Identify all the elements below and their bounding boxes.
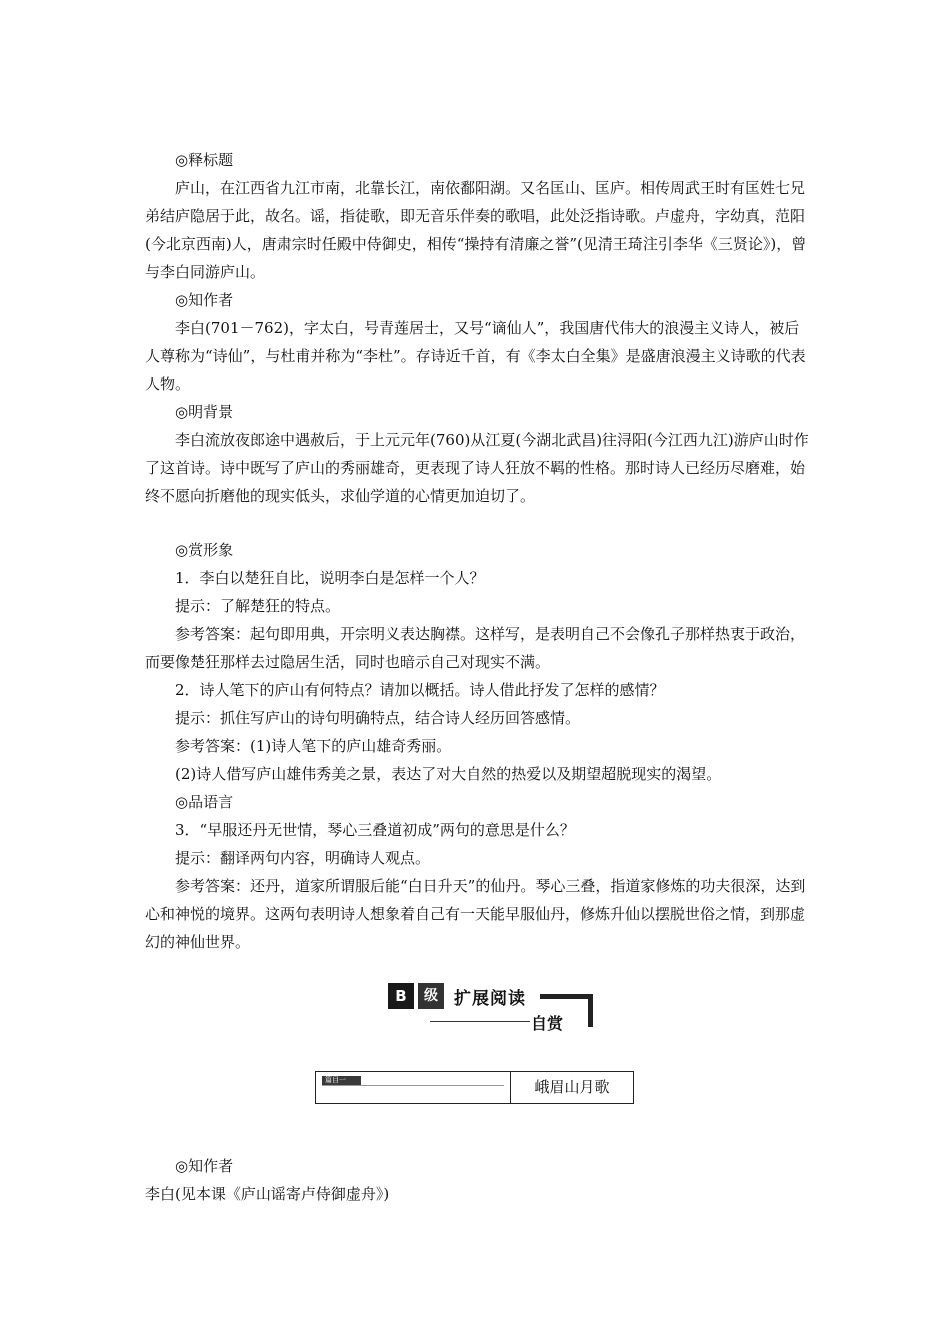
banner-bar <box>540 994 592 999</box>
section-questions <box>145 536 810 956</box>
heading-background: ◎明背景 <box>175 403 234 421</box>
poem-tag: 篇目一 <box>322 1076 361 1085</box>
heading-explain-title: ◎释标题 <box>175 151 234 169</box>
banner-subtitle: 自赏 <box>531 1014 564 1033</box>
poem-title-table <box>315 1071 634 1104</box>
paragraph-title-explanation: 庐山，在江西省九江市南，北靠长江，南依鄱阳湖。又名匡山、匡庐。相传周武王时有匡姓七兄弟结庐隐居于此，故名。谣，指徒歌，即无音乐伴奏的歌唱，此处泛指诗歌。卢虚舟，字幼真，范阳(今北京西南)人，唐肃宗时任殿中侍御史，相传“操持有清廉之誉”(见清王琦注引李华《三贤论》)，曾与李白同游庐山。 <box>145 179 807 281</box>
paragraph-author: 李白(701－762)，字太白，号青莲居士，又号“谪仙人”，我国唐代伟大的浪漫主义诗人，被后人尊称为“诗仙”，与杜甫并称为“李杜”。存诗近千首，有《李太白全集》是盛唐浪漫主义诗歌的代表人物。 <box>145 319 806 393</box>
heading-language: ◎品语言 <box>175 793 234 811</box>
hint-2: 提示：抓住写庐山的诗句明确特点，结合诗人经历回答感情。 <box>175 709 581 727</box>
banner-title: 扩展阅读 <box>454 989 526 1009</box>
section-poem-author <box>145 1152 810 1208</box>
answer-3: 参考答案：还丹，道家所谓服后能“白日升天”的仙丹。琴心三叠，指道家修炼的功夫很深，达到心和神悦的境界。这两句表明诗人想象着自己有一天能早服仙丹，修炼升仙以摆脱世俗之情，到那虚幻的神仙世界。 <box>145 877 806 951</box>
heading-imagery: ◎赏形象 <box>175 541 234 559</box>
question-2: 2．诗人笔下的庐山有何特点？请加以概括。诗人借此抒发了怎样的感情？ <box>175 681 665 699</box>
answer-2a: 参考答案：(1)诗人笔下的庐山雄奇秀丽。 <box>175 737 452 755</box>
tag-divider <box>322 1085 504 1086</box>
banner-letter: B <box>388 983 414 1009</box>
banner-level: 级 <box>418 983 444 1009</box>
paragraph-author-ref: 李白(见本课《庐山谣寄卢侍御虚舟》) <box>145 1185 390 1203</box>
level-b-banner <box>388 983 600 1035</box>
question-3: 3．“早服还丹无世情，琴心三叠道初成”两句的意思是什么？ <box>175 821 575 839</box>
hint-1: 提示：了解楚狂的特点。 <box>175 597 341 615</box>
heading-know-author-2: ◎知作者 <box>175 1157 234 1175</box>
hint-3: 提示：翻译两句内容，明确诗人观点。 <box>175 849 431 867</box>
banner-underline <box>430 1021 530 1022</box>
paragraph-background: 李白流放夜郎途中遇赦后，于上元元年(760)从江夏(今湖北武昌)往浔阳(今江西九江)游庐山时作了这首诗。诗中既写了庐山的秀丽雄奇，更表现了诗人狂放不羁的性格。那时诗人已经历尽磨难，始终不愿向折磨他的现实低头，求仙学道的心情更加迫切了。 <box>145 431 809 505</box>
answer-1: 参考答案：起句即用典，开宗明义表达胸襟。这样写，是表明自己不会像孔子那样热衷于政治，而要像楚狂那样去过隐居生活，同时也暗示自己对现实不满。 <box>145 625 806 671</box>
banner-bar-vertical <box>588 994 593 1027</box>
section-intro <box>145 146 810 510</box>
poem-title: 峨眉山月歌 <box>534 1078 610 1096</box>
heading-know-author: ◎知作者 <box>175 291 234 309</box>
poem-tag-cell <box>316 1072 511 1103</box>
answer-2b: (2)诗人借写庐山雄伟秀美之景，表达了对大自然的热爱以及期望超脱现实的渴望。 <box>175 765 722 783</box>
question-1: 1．李白以楚狂自比，说明李白是怎样一个人？ <box>175 569 485 587</box>
